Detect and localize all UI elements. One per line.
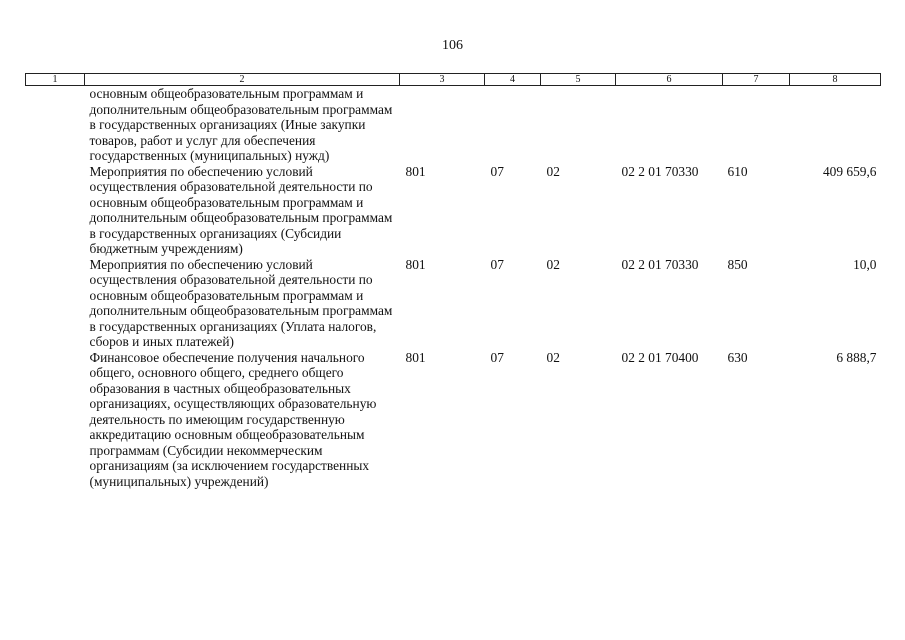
table-row	[26, 86, 881, 164]
expense-type-code: 610	[727, 163, 748, 179]
section-code: 07	[490, 256, 504, 272]
header-col-2: 2	[85, 74, 400, 86]
row-index-cell	[26, 257, 85, 350]
target-article-code: 02 2 01 70400	[621, 349, 699, 365]
header-col-3: 3	[400, 74, 485, 86]
section-code	[485, 86, 541, 164]
subsection-code: 02	[546, 256, 560, 272]
header-col-7: 7	[723, 74, 790, 86]
subsection-code: 02	[546, 349, 560, 365]
page-number: 106	[442, 38, 463, 53]
row-index-cell	[26, 164, 85, 257]
expense-type-code	[723, 86, 790, 164]
expense-name: Финансовое обеспечение получения начального общего, основного общего, среднего общего образования в частных общеобразовательных организациях, осуществляющих образовательную деятельность по имеющим государственную аккредитацию основным общеобразовательным программам (Субсидии некоммерческим организациям (за исключением государственных (муниципальных) учреждений)	[89, 349, 377, 489]
amount-value: 10,0	[853, 256, 877, 272]
ministry-code: 801	[405, 163, 426, 179]
header-col-6: 6	[616, 74, 723, 86]
target-article-code: 02 2 01 70330	[621, 256, 699, 272]
expense-type-code: 850	[727, 256, 748, 272]
header-row	[26, 74, 881, 86]
header-col-5: 5	[541, 74, 616, 86]
section-code: 07	[490, 349, 504, 365]
ministry-code: 801	[405, 256, 426, 272]
table-body	[26, 86, 881, 490]
section-code: 07	[490, 163, 504, 179]
table-row	[26, 257, 881, 350]
ministry-code	[400, 86, 485, 164]
amount-value	[790, 86, 881, 164]
header-col-8: 8	[790, 74, 881, 86]
table-row	[26, 350, 881, 490]
row-index-cell	[26, 86, 85, 164]
amount-value: 6 888,7	[836, 349, 877, 365]
target-article-code	[616, 86, 723, 164]
subsection-code: 02	[546, 163, 560, 179]
header-col-1: 1	[26, 74, 85, 86]
target-article-code: 02 2 01 70330	[621, 163, 699, 179]
header-col-4: 4	[485, 74, 541, 86]
subsection-code	[541, 86, 616, 164]
amount-value: 409 659,6	[822, 163, 877, 179]
budget-table	[25, 73, 881, 489]
table-header	[26, 74, 881, 86]
expense-type-code: 630	[727, 349, 748, 365]
ministry-code: 801	[405, 349, 426, 365]
table-row	[26, 164, 881, 257]
expense-name: основным общеобразовательным программам и дополнительным общеобразовательным программам в государственных организациях (Иные закупки товаров, работ и услуг для обеспечения государственных (муниципальных) нужд)	[89, 86, 393, 163]
expense-name: Мероприятия по обеспечению условий осуществления образовательной деятельности по основным общеобразовательным программам и дополнительным общеобразовательным программам в государственных организациях (Субсидии бюджетным учреждениям)	[89, 163, 393, 256]
expense-name: Мероприятия по обеспечению условий осуществления образовательной деятельности по основным общеобразовательным программам и дополнительным общеобразовательным программам в государственных организациях (Уплата налогов, сборов и иных платежей)	[89, 256, 393, 349]
row-index-cell	[26, 350, 85, 490]
